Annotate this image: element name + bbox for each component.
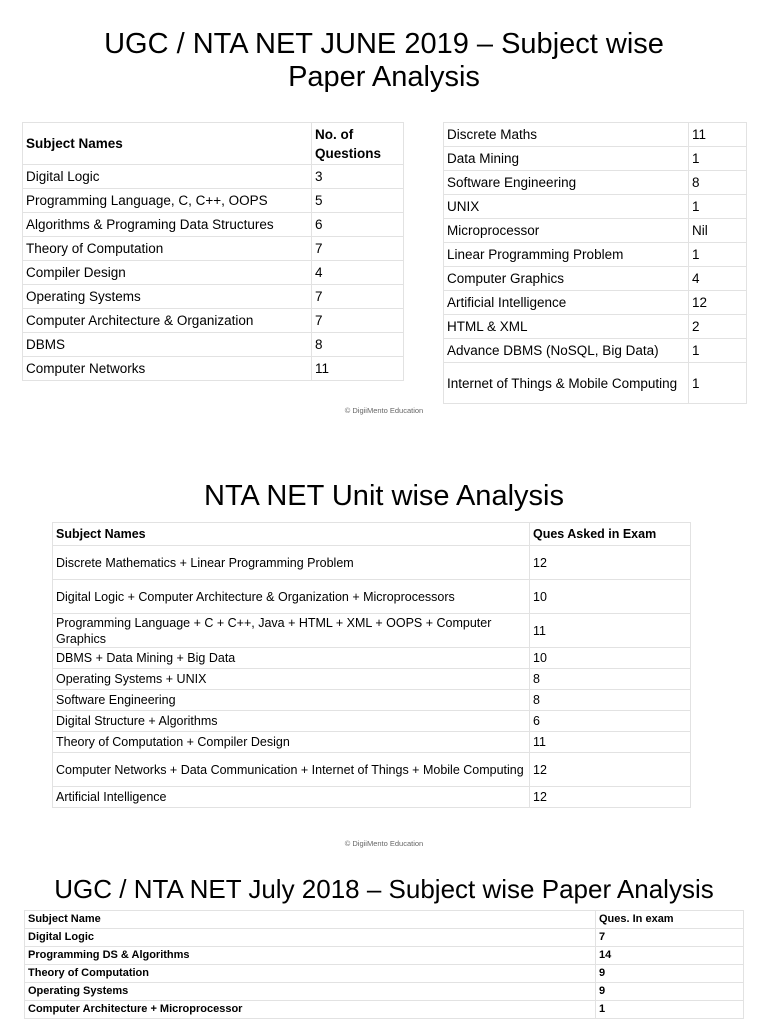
- count-cell: 12: [689, 291, 747, 315]
- count-cell: 11: [312, 357, 404, 381]
- header-ques-in-exam: Ques. In exam: [596, 911, 744, 929]
- table-row: [444, 147, 747, 171]
- table-row: [444, 243, 747, 267]
- subject-cell: HTML & XML: [444, 315, 689, 339]
- subject-cell: Linear Programming Problem: [444, 243, 689, 267]
- table-row: [53, 690, 691, 711]
- table-row: [23, 309, 404, 333]
- table-header-row: [53, 523, 691, 546]
- table-row: [25, 947, 744, 965]
- subject-cell: Computer Architecture & Organization: [23, 309, 312, 333]
- header-subject-name: Subject Name: [25, 911, 596, 929]
- count-cell: 5: [312, 189, 404, 213]
- subject-cell: Computer Graphics: [444, 267, 689, 291]
- subject-cell: Microprocessor: [444, 219, 689, 243]
- count-cell: 6: [530, 711, 691, 732]
- count-cell: 7: [596, 929, 744, 947]
- section1-title-line1: UGC / NTA NET JUNE 2019 – Subject wise: [104, 28, 664, 60]
- subject-cell: Programming DS & Algorithms: [25, 947, 596, 965]
- table-row: [444, 171, 747, 195]
- count-cell: 1: [689, 363, 747, 404]
- count-cell: Nil: [689, 219, 747, 243]
- count-cell: 1: [689, 147, 747, 171]
- subject-cell: Digital Logic: [25, 929, 596, 947]
- table-row: [25, 929, 744, 947]
- table-row: [444, 363, 747, 404]
- table-row: [23, 285, 404, 309]
- subject-cell: DBMS: [23, 333, 312, 357]
- section2-title: NTA NET Unit wise Analysis: [204, 480, 564, 512]
- copyright-note: © DigiiMento Education: [344, 839, 424, 848]
- table-row: [53, 711, 691, 732]
- july2018-subject-table: [24, 910, 744, 1019]
- count-cell: 7: [312, 309, 404, 333]
- subject-cell: Programming Language, C, C++, OOPS: [23, 189, 312, 213]
- header-no-of-questions: No. of Questions: [312, 123, 404, 165]
- june2019-subject-table-continued: [443, 122, 747, 404]
- count-cell: 9: [596, 983, 744, 1001]
- count-cell: 12: [530, 546, 691, 580]
- subject-cell: Theory of Computation: [25, 965, 596, 983]
- subject-cell: DBMS + Data Mining + Big Data: [53, 648, 530, 669]
- table-row: [25, 1001, 744, 1019]
- june2019-subject-table: [22, 122, 404, 381]
- count-cell: 10: [530, 648, 691, 669]
- table-row: [23, 261, 404, 285]
- subject-cell: Operating Systems + UNIX: [53, 669, 530, 690]
- table-row: [53, 669, 691, 690]
- subject-cell: Theory of Computation: [23, 237, 312, 261]
- table-row: [444, 219, 747, 243]
- section1-title: [0, 28, 768, 94]
- count-cell: 3: [312, 165, 404, 189]
- subject-cell: Computer Architecture + Microprocessor: [25, 1001, 596, 1019]
- table-row: [23, 357, 404, 381]
- subject-cell: Programming Language + C + C++, Java + HTML + XML + OOPS + Computer Graphics: [53, 614, 530, 648]
- table-row: [444, 267, 747, 291]
- table-row: [23, 165, 404, 189]
- subject-cell: Digital Structure + Algorithms: [53, 711, 530, 732]
- table-row: [53, 648, 691, 669]
- count-cell: 7: [312, 237, 404, 261]
- header-ques-asked: Ques Asked in Exam: [530, 523, 691, 546]
- subject-cell: Internet of Things & Mobile Computing: [444, 363, 689, 404]
- count-cell: 8: [689, 171, 747, 195]
- table-header-row: [25, 911, 744, 929]
- subject-cell: Computer Networks: [23, 357, 312, 381]
- subject-cell: Data Mining: [444, 147, 689, 171]
- subject-cell: Compiler Design: [23, 261, 312, 285]
- count-cell: 1: [689, 243, 747, 267]
- table-row: [53, 787, 691, 808]
- table-row: [23, 213, 404, 237]
- subject-cell: Advance DBMS (NoSQL, Big Data): [444, 339, 689, 363]
- table-row: [23, 237, 404, 261]
- table-row: [53, 753, 691, 787]
- count-cell: 6: [312, 213, 404, 237]
- subject-cell: Discrete Maths: [444, 123, 689, 147]
- count-cell: 9: [596, 965, 744, 983]
- subject-cell: Computer Networks + Data Communication + Internet of Things + Mobile Computing: [53, 753, 530, 787]
- section3-title: UGC / NTA NET July 2018 – Subject wise Paper Analysis: [54, 874, 714, 904]
- subject-cell: Software Engineering: [53, 690, 530, 711]
- subject-cell: Operating Systems: [23, 285, 312, 309]
- subject-cell: Digital Logic + Computer Architecture & Organization + Microprocessors: [53, 580, 530, 614]
- table-row: [53, 546, 691, 580]
- table-row: [53, 614, 691, 648]
- subject-cell: Algorithms & Programing Data Structures: [23, 213, 312, 237]
- subject-cell: Operating Systems: [25, 983, 596, 1001]
- table-row: [444, 315, 747, 339]
- table-row: [444, 195, 747, 219]
- table-row: [444, 339, 747, 363]
- table-row: [23, 189, 404, 213]
- count-cell: 11: [530, 614, 691, 648]
- subject-cell: Theory of Computation + Compiler Design: [53, 732, 530, 753]
- count-cell: 12: [530, 787, 691, 808]
- table-row: [25, 983, 744, 1001]
- subject-cell: Software Engineering: [444, 171, 689, 195]
- count-cell: 4: [689, 267, 747, 291]
- count-cell: 12: [530, 753, 691, 787]
- subject-cell: UNIX: [444, 195, 689, 219]
- subject-cell: Artificial Intelligence: [444, 291, 689, 315]
- copyright-note: © DigiiMento Education: [344, 406, 424, 415]
- table-row: [25, 965, 744, 983]
- subject-cell: Artificial Intelligence: [53, 787, 530, 808]
- unit-wise-table: [52, 522, 691, 808]
- count-cell: 1: [689, 339, 747, 363]
- table-row: [53, 580, 691, 614]
- subject-cell: Discrete Mathematics + Linear Programming Problem: [53, 546, 530, 580]
- count-cell: 7: [312, 285, 404, 309]
- count-cell: 10: [530, 580, 691, 614]
- count-cell: 14: [596, 947, 744, 965]
- table-row: [444, 291, 747, 315]
- count-cell: 8: [312, 333, 404, 357]
- table-row: [444, 123, 747, 147]
- header-subject-names: Subject Names: [23, 123, 312, 165]
- table-row: [23, 333, 404, 357]
- header-subject-names: Subject Names: [53, 523, 530, 546]
- count-cell: 1: [596, 1001, 744, 1019]
- count-cell: 2: [689, 315, 747, 339]
- count-cell: 1: [689, 195, 747, 219]
- count-cell: 4: [312, 261, 404, 285]
- section1-title-line2: Paper Analysis: [288, 61, 480, 93]
- count-cell: 11: [689, 123, 747, 147]
- count-cell: 11: [530, 732, 691, 753]
- table-row: [53, 732, 691, 753]
- subject-cell: Digital Logic: [23, 165, 312, 189]
- table-header-row: [23, 123, 404, 165]
- count-cell: 8: [530, 690, 691, 711]
- count-cell: 8: [530, 669, 691, 690]
